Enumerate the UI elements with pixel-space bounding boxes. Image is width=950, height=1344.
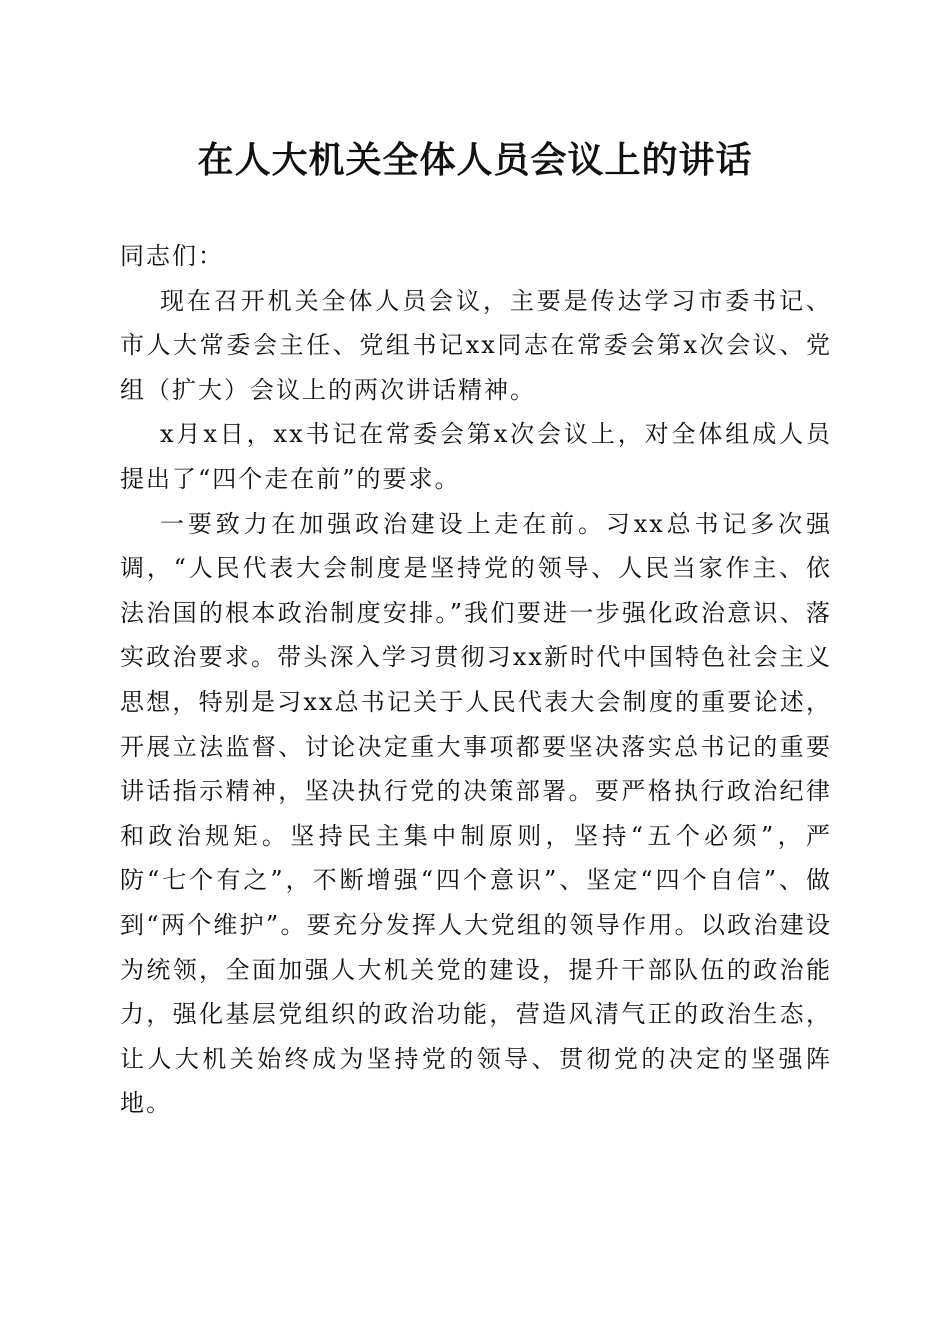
document-title: 在人大机关全体人员会议上的讲话 [197,139,753,181]
document-body [120,234,832,1126]
paragraph-requirement: x月x日，xx书记在常委会第x次会议上，对全体组成人员提出了“四个走在前”的要求。 [120,420,832,493]
paragraph-intro: 现在召开机关全体人员会议，主要是传达学习市委书记、市人大常委会主任、党组书记xx同志在常委会第x次会议、党组（扩大）会议上的两次讲话精神。 [120,286,832,404]
salutation: 同志们： [120,242,224,270]
paragraph-political-building: 一要致力在加强政治建设上走在前。习xx总书记多次强调，“人民代表大会制度是坚持党的领导、人民当家作主、依法治国的根本政治制度安排。”我们要进一步强化政治意识、落实政治要求。带头深入学习贯彻习xx新时代中国特色社会主义思想，特别是习xx总书记关于人民代表大会制度的重要论述，开展立法监督、讨论决定重大事项都要坚决落实总书记的重要讲话指示精神，坚决执行党的决策部署。要严格执行政治纪律和政治规矩。坚持民主集中制原则，坚持“五个必须”，严防“七个有之”，不断增强“四个意识”、坚定“四个自信”、做到“两个维护”。要充分发挥人大党组的领导作用。以政治建设为统领，全面加强人大机关党的建设，提升干部队伍的政治能力，强化基层党组织的政治功能，营造风清气正的政治生态，让人大机关始终成为坚持党的领导、贯彻党的决定的坚强阵地。 [120,509,832,1118]
